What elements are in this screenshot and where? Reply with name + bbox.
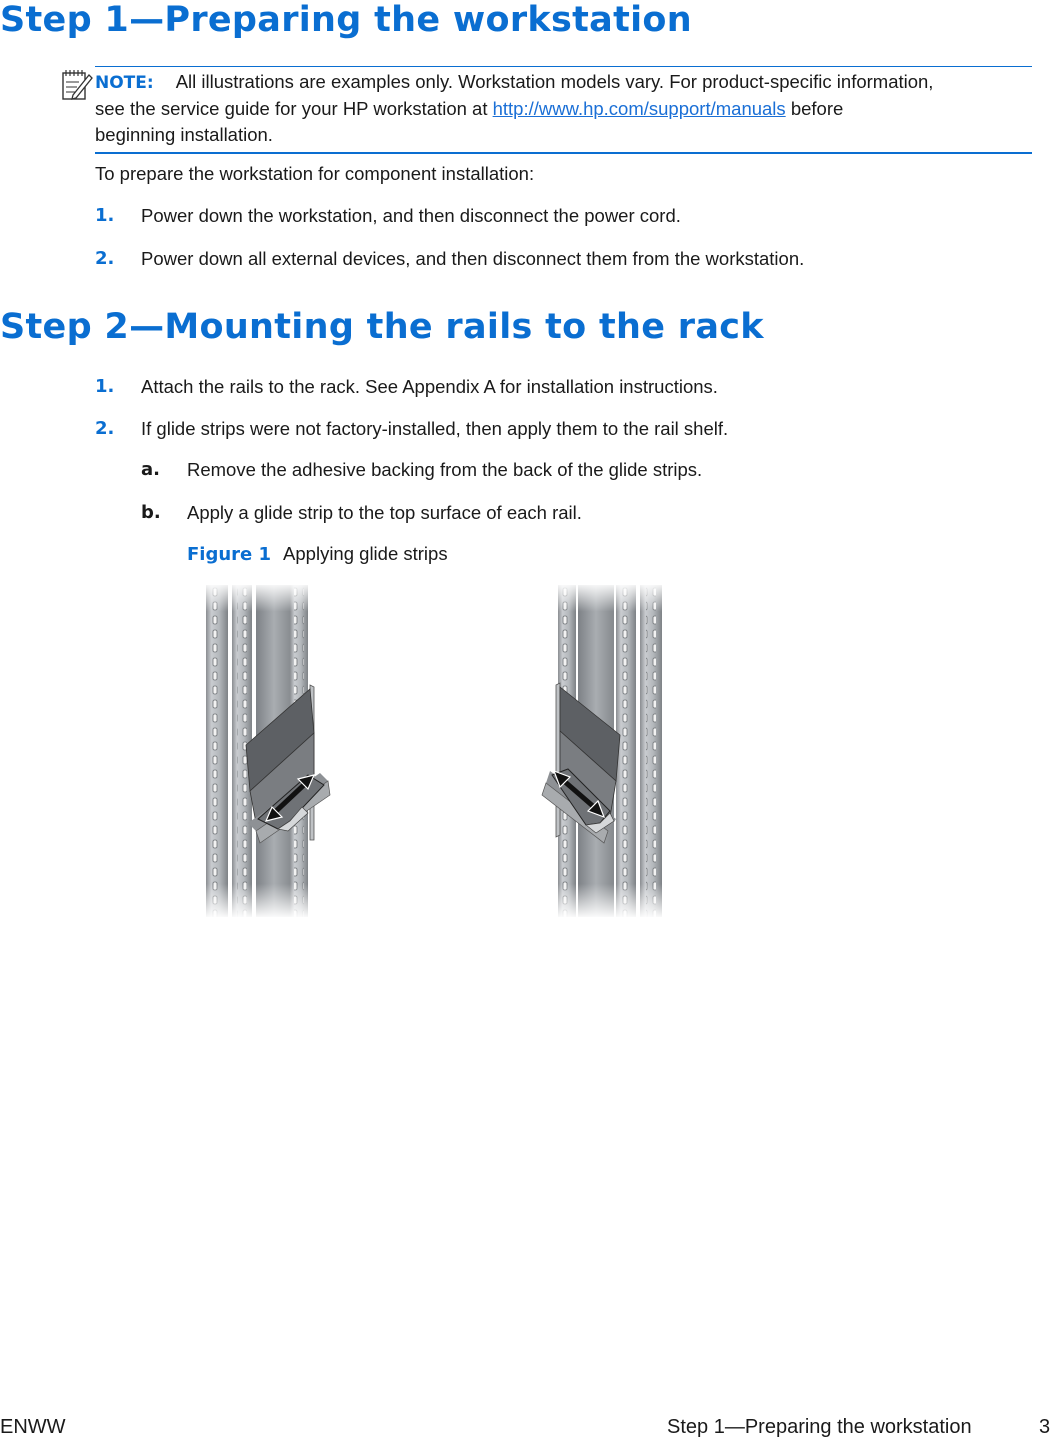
note-label: NOTE:	[95, 73, 154, 93]
section-heading-step-2: Step 2—Mounting the rails to the rack	[0, 307, 764, 347]
note-text-before: before	[790, 98, 844, 119]
list-number: 1.	[95, 205, 115, 226]
list-text: Power down the workstation, and then disconnect the power cord.	[141, 205, 681, 226]
hp-manuals-link[interactable]: http://www.hp.com/support/manuals	[492, 98, 786, 119]
sub-list-label: b.	[141, 502, 161, 523]
note-text-line-1: All illustrations are examples only. Workstation models vary. For product-specific information,	[175, 71, 934, 92]
sub-list-label: a.	[141, 459, 160, 480]
sub-list-text: Apply a glide strip to the top surface of each rail.	[187, 502, 582, 523]
sub-list-text: Remove the adhesive backing from the back of the glide strips.	[187, 459, 703, 480]
intro-text: To prepare the workstation for component installation:	[95, 163, 535, 184]
list-number: 1.	[95, 376, 115, 397]
figure-caption-text: Applying glide strips	[283, 543, 448, 564]
list-text: Attach the rails to the rack. See Appendix A for installation instructions.	[141, 376, 718, 397]
list-number: 2.	[95, 248, 115, 269]
list-number: 2.	[95, 418, 115, 439]
page-number: 3	[1039, 1416, 1051, 1438]
note-icon	[61, 67, 93, 101]
figure-label: Figure 1	[187, 544, 272, 565]
section-heading-step-1: Step 1—Preparing the workstation	[0, 0, 692, 40]
footer-running-title: Step 1—Preparing the workstation	[667, 1416, 972, 1438]
footer-left: ENWW	[0, 1416, 66, 1438]
list-text: If glide strips were not factory-installed, then apply them to the rail shelf.	[141, 418, 729, 439]
note-text-line-2: see the service guide for your HP workstation at	[95, 98, 488, 119]
list-text: Power down all external devices, and then disconnect them from the workstation.	[141, 248, 805, 269]
glide-strip-illustration	[190, 585, 680, 917]
note-text-line-3: beginning installation.	[95, 124, 273, 145]
note-box	[95, 66, 1032, 154]
figure-caption	[187, 541, 448, 568]
